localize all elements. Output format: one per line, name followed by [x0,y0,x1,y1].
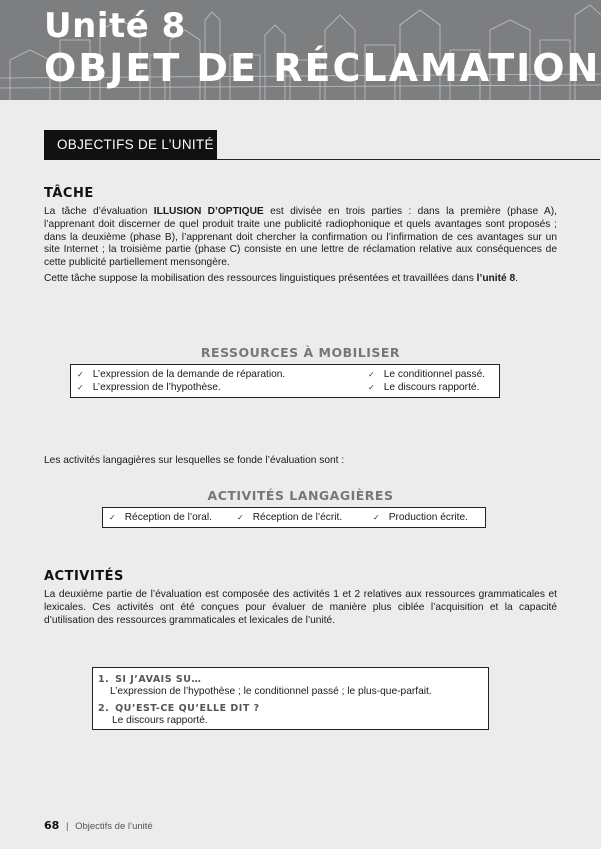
check-icon: ✓ [77,370,84,379]
activites-intro: Les activités langagières sur lesquelles se fonde l’évaluation sont : [44,455,345,466]
langagieres-item: ✓ Réception de l’écrit. [237,512,343,523]
langagieres-item: ✓ Réception de l’oral. [109,512,212,523]
footer-label: Objectifs de l’unité [75,821,153,832]
langagieres-box [102,507,486,528]
check-icon: ✓ [368,370,375,379]
activity-desc-1: L’expression de l’hypothèse ; le conditionnel passé ; le plus-que-parfait. [110,686,432,697]
tache-paragraph-1: La tâche d’évaluation ILLUSION D’OPTIQUE est divisée en trois parties : dans la première (phase A), l’apprenant doit discerner de quel produit traite une publicité radiophonique et quels avantages sont proposés ; dans la deuxième (phase B), l’apprenant doit chercher la confirmation ou l’infirmation de ces avantages sur un site Internet ; la troisième partie (phase C) consiste en une lettre de réclamation relative aux conséquences de cette publicité partiellement mensongère. [44,206,557,269]
activites-heading: ACTIVITÉS [44,569,124,584]
tache-heading: TÂCHE [44,186,94,201]
ressources-item: ✓ L’expression de la demande de réparation. [77,369,286,380]
activites-list-box [92,667,489,730]
ressources-box [70,364,500,398]
tache-paragraph-2: Cette tâche suppose la mobilisation des ressources linguistiques présentées et travaillées dans l’unité 8. [44,273,518,284]
ressources-heading: RESSOURCES À MOBILISER [200,345,401,360]
footer-separator: | [65,821,69,832]
check-icon: ✓ [373,513,380,522]
check-icon: ✓ [109,513,116,522]
unit-title: OBJET DE RÉCLAMATION [44,46,601,90]
ressources-item: ✓ Le discours rapporté. [368,382,480,393]
activity-item-1: 1. SI J’AVAIS SU… [98,674,202,685]
activites-paragraph: La deuxième partie de l’évaluation est composée des activités 1 et 2 relatives aux ressources grammaticales et lexicales. Ces activités ont été conçues pour évaluer de manière plus ciblée l’acquisition et la capacité d’utilisation des ressources grammaticales et lexicales de l’unité. [44,589,557,626]
activity-item-2: 2. QU’EST-CE QU’ELLE DIT ? [98,703,260,714]
objectives-tab-label: OBJECTIFS DE L’UNITÉ [44,130,217,160]
check-icon: ✓ [237,513,244,522]
page-number: 68 [44,819,60,832]
ressources-item: ✓ L’expression de l’hypothèse. [77,382,221,393]
check-icon: ✓ [77,383,84,392]
activity-desc-2: Le discours rapporté. [112,715,208,726]
page-footer [44,819,153,832]
langagieres-item: ✓ Production écrite. [373,512,468,523]
check-icon: ✓ [368,383,375,392]
langagieres-heading: ACTIVITÉS LANGAGIÈRES [207,488,394,503]
ressources-item: ✓ Le conditionnel passé. [368,369,486,380]
objectives-bar [44,130,600,160]
unit-number: Unité 8 [44,6,186,46]
header-banner [0,0,601,100]
